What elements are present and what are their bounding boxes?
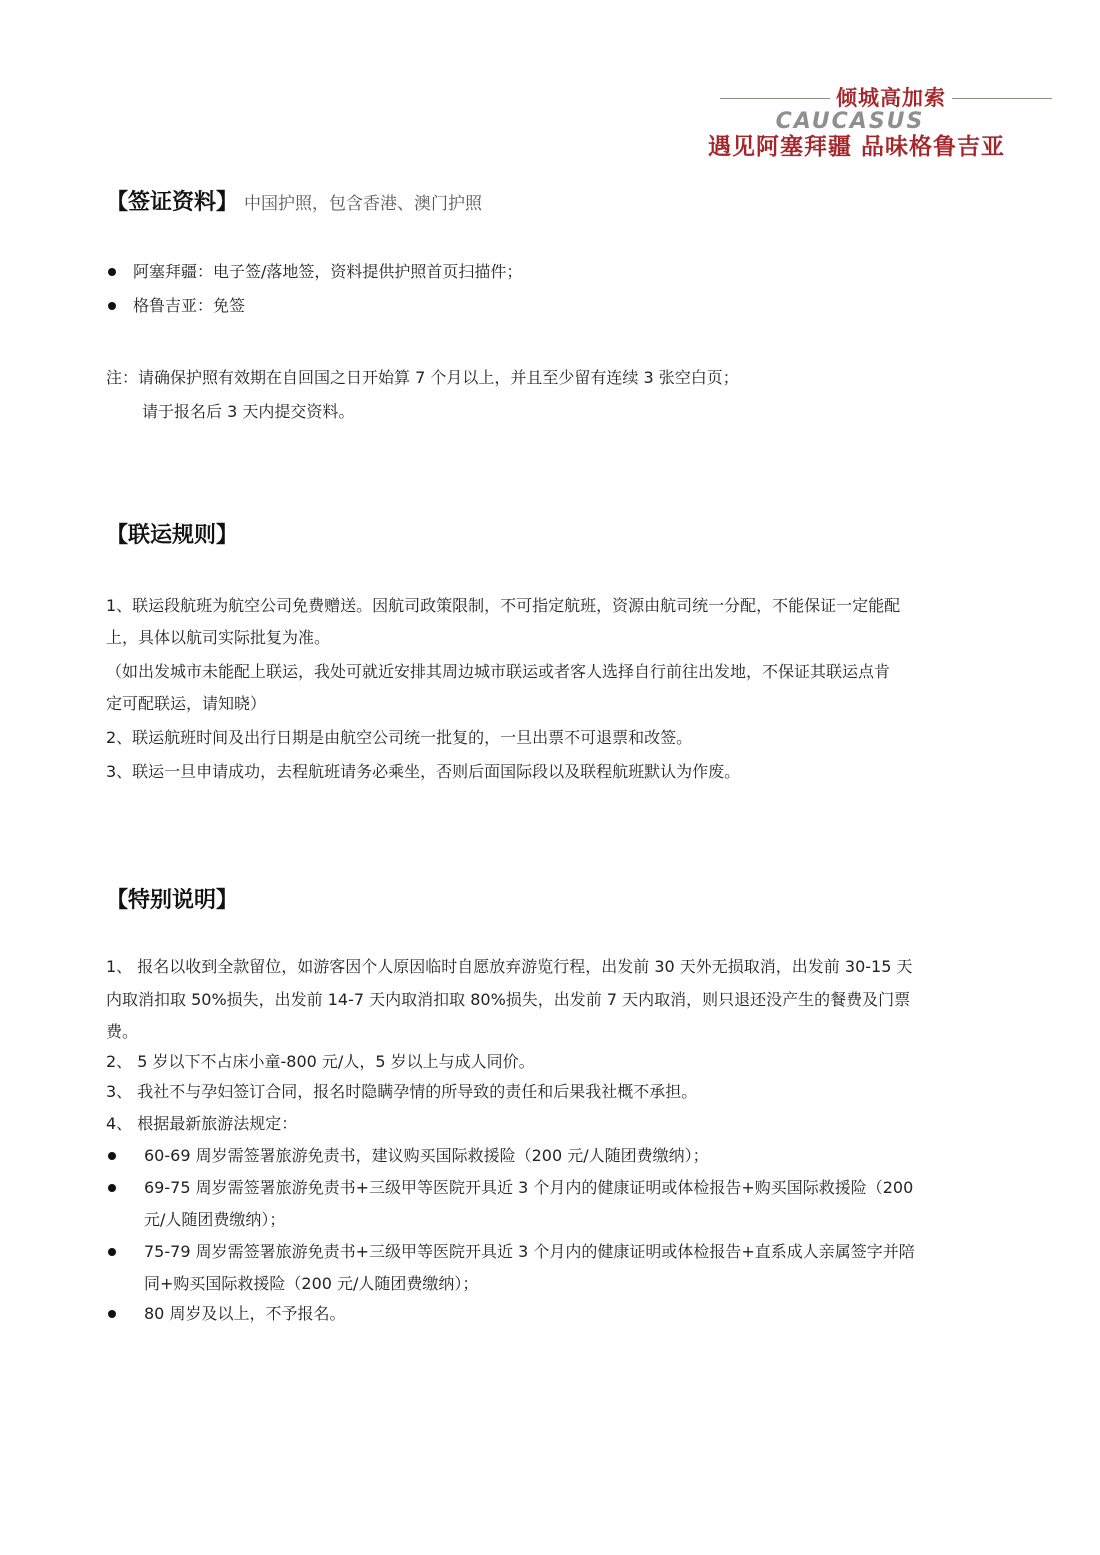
transfer-heading: 【联运规则】 <box>106 523 239 548</box>
transfer-line: 上，具体以航司实际批复为准。 <box>106 628 331 647</box>
logo-top-row <box>700 84 1080 112</box>
logo-divider-right <box>952 98 1052 99</box>
special-line: 4、 根据最新旅游法规定： <box>106 1114 298 1133</box>
transfer-line: 定可配联运，请知晓） <box>106 694 267 713</box>
special-line: 内取消扣取 50%损失，出发前 14-7 天内取消扣取 80%损失，出发前 7 天内取消，则只退还没产生的餐费及门票 <box>106 990 911 1009</box>
transfer-line: 1、联运段航班为航空公司免费赠送。因航司政策限制，不可指定航班，资源由航司统一分配，不能保证一定能配 <box>106 596 901 615</box>
special-line: 费。 <box>106 1022 139 1041</box>
special-line: 2、 5 岁以下不占床小童-800 元/人，5 岁以上与成人同价。 <box>106 1052 535 1071</box>
visa-note: 注：请确保护照有效期在自回国之日开始算 7 个月以上，并且至少留有连续 3 张空白页； <box>106 368 739 387</box>
visa-title: 【签证资料】 <box>106 190 239 215</box>
transfer-line: 3、联运一旦申请成功，去程航班请务必乘坐，否则后面国际段以及联程航班默认为作废。 <box>106 762 741 781</box>
brand-logo <box>700 84 1080 164</box>
visa-heading <box>106 188 482 219</box>
bullet-dot <box>108 1184 116 1192</box>
visa-subtitle: 中国护照，包含香港、澳门护照 <box>244 194 483 214</box>
age-rule-69-75-cont: 元/人随团费缴纳）； <box>144 1210 286 1229</box>
age-rule-80-plus: 80 周岁及以上，不予报名。 <box>144 1304 346 1323</box>
logo-divider-left <box>720 98 830 99</box>
logo-brand-en: CAUCASUS <box>775 109 925 134</box>
bullet-dot <box>108 268 116 276</box>
visa-note-deadline: 请于报名后 3 天内提交资料。 <box>142 402 355 421</box>
special-heading: 【特别说明】 <box>106 888 239 913</box>
age-rule-60-69: 60-69 周岁需签署旅游免责书，建议购买国际救援险（200 元/人随团费缴纳）； <box>144 1146 709 1165</box>
age-rule-75-79: 75-79 周岁需签署旅游免责书+三级甲等医院开具近 3 个月内的健康证明或体检报告+直系成人亲属签字并陪 <box>144 1242 915 1261</box>
bullet-dot <box>108 1152 116 1160</box>
logo-brand-en-row <box>700 110 1080 134</box>
age-rule-75-79-cont: 同+购买国际救援险（200 元/人随团费缴纳）； <box>144 1274 479 1293</box>
logo-brand-cn: 倾城高加索 <box>836 86 946 110</box>
logo-slogan: 遇见阿塞拜疆 品味格鲁吉亚 <box>708 134 1006 160</box>
age-rule-69-75: 69-75 周岁需签署旅游免责书+三级甲等医院开具近 3 个月内的健康证明或体检报告+购买国际救援险（200 <box>144 1178 914 1197</box>
transfer-line: （如出发城市未能配上联运，我处可就近安排其周边城市联运或者客人选择自行前往出发地，不保证其联运点肯 <box>106 662 891 681</box>
visa-item-azerbaijan: 阿塞拜疆：电子签/落地签，资料提供护照首页扫描件； <box>133 262 523 281</box>
special-line: 3、 我社不与孕妇签订合同，报名时隐瞒孕情的所导致的责任和后果我社概不承担。 <box>106 1082 698 1101</box>
bullet-dot <box>108 1310 116 1318</box>
visa-item-georgia: 格鲁吉亚：免签 <box>133 296 246 315</box>
bullet-dot <box>108 302 116 310</box>
transfer-line: 2、联运航班时间及出行日期是由航空公司统一批复的，一旦出票不可退票和改签。 <box>106 728 693 747</box>
special-line: 1、 报名以收到全款留位，如游客因个人原因临时自愿放弃游览行程，出发前 30 天外无损取消，出发前 30-15 天 <box>106 957 913 976</box>
bullet-dot <box>108 1248 116 1256</box>
